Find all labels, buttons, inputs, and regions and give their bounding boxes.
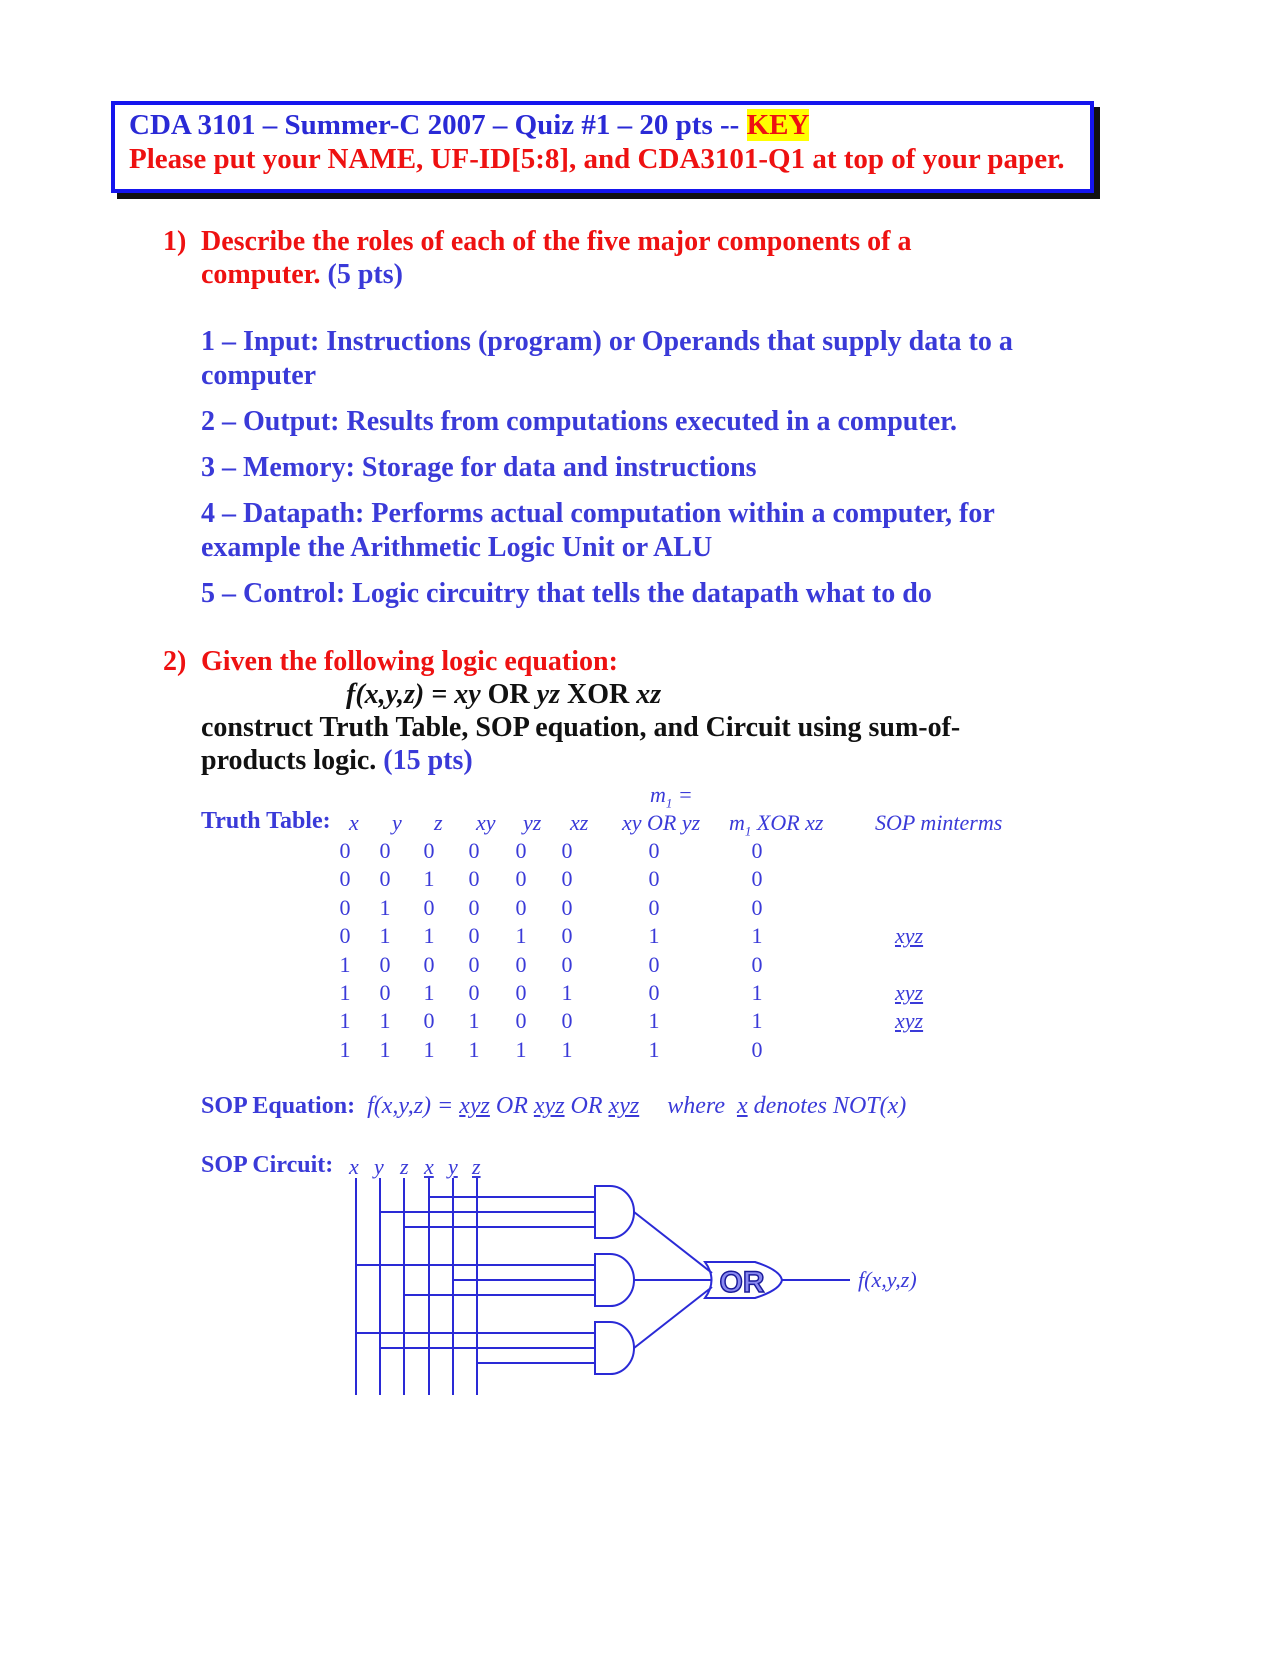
tt-cell: 1 [339, 951, 351, 977]
q2-line3: construct Truth Table, SOP equation, and Circuit using sum-of- [201, 712, 961, 743]
tt-cell: 0 [561, 838, 573, 863]
sop-equation-label: SOP Equation: [201, 1093, 356, 1119]
tt-cell: 0 [561, 866, 573, 892]
tt-cell: 1 [561, 980, 573, 1005]
tt-header-y: y [392, 810, 402, 835]
tt-cell: 0 [468, 951, 480, 977]
tt-cell: 0 [561, 923, 573, 949]
q2-points: (15 pts) [383, 745, 473, 776]
tt-header-xz: xz [570, 810, 589, 835]
tt-cell: 0 [751, 866, 763, 892]
tt-cell: 0 [468, 980, 480, 1005]
q1-text-b: computer. (5 pts) [201, 259, 403, 290]
tt-cell: 0 [379, 951, 391, 977]
sop-term-3: xyz [608, 1093, 640, 1119]
tt-cell: 0 [648, 894, 660, 920]
tt-cell: 1 [515, 923, 527, 949]
tt-cell: 1 [468, 1008, 480, 1034]
tt-cell: 1 [339, 1008, 351, 1034]
tt-cell: 0 [561, 951, 573, 977]
tt-cell: 0 [561, 1008, 573, 1034]
tt-cell: 0 [468, 923, 480, 949]
q1-answer-5: 5 – Control: Logic circuitry that tells the datapath what to do [201, 578, 932, 609]
tt-cell: 0 [648, 951, 660, 977]
tt-cell: 1 [648, 1008, 660, 1034]
q2-line4: products logic. (15 pts) [201, 745, 473, 776]
tt-cell: 0 [515, 980, 527, 1005]
tt-cell: 0 [468, 894, 480, 920]
tt-cell: 1 [648, 1036, 660, 1062]
q2-line1: Given the following logic equation: [201, 646, 618, 677]
header-instructions: Please put your NAME, UF-ID[5:8], and CDA3101-Q1 at top of your paper. [129, 143, 1065, 175]
tt-cell: 0 [751, 1036, 763, 1062]
tt-cell: 0 [751, 951, 763, 977]
tt-cell: 0 [339, 838, 351, 863]
q1-points: (5 pts) [327, 259, 403, 290]
q1-answer-4: 4 – Datapath: Performs actual computation within a computer, for example the Arithmetic Logic Unit or ALU [201, 498, 995, 563]
tt-header-m1-top: $m_1$ = [650, 782, 693, 811]
tt-cell: 1 [648, 923, 660, 949]
q1-answer-2: 2 – Output: Results from computations executed in a computer. [201, 406, 957, 437]
tt-minterm: xyz [895, 923, 924, 949]
tt-cell: 1 [379, 1036, 391, 1062]
tt-cell: 0 [648, 980, 660, 1005]
tt-header-m1xor: $m_1$ XOR xz [729, 810, 824, 839]
circuit-input-not-y: y [448, 1154, 458, 1179]
header-title: CDA 3101 – Summer-C 2007 – Quiz #1 – 20 pts -- KEY [129, 109, 810, 141]
tt-cell: 0 [515, 894, 527, 920]
sop-circuit-label: SOP Circuit: [201, 1152, 334, 1178]
tt-cell: 1 [423, 923, 435, 949]
tt-cell: 1 [468, 1036, 480, 1062]
tt-cell: 0 [379, 866, 391, 892]
tt-cell: 1 [751, 1008, 763, 1034]
tt-cell: 1 [423, 866, 435, 892]
tt-cell: 0 [339, 923, 351, 949]
tt-cell: 0 [515, 951, 527, 977]
q1-number: 1) [163, 226, 187, 257]
tt-header-yz: yz [523, 810, 542, 835]
tt-cell: 0 [648, 838, 660, 863]
tt-cell: 0 [515, 1008, 527, 1034]
tt-cell: 1 [379, 894, 391, 920]
tt-cell: 0 [339, 894, 351, 920]
tt-cell: 1 [423, 980, 435, 1005]
sop-equation: SOP Equation: f(x,y,z) = xyz OR xyz OR xyz where x denotes NOT(x) [201, 1093, 907, 1119]
tt-cell: 1 [561, 1036, 573, 1062]
circuit-input-y: y [374, 1154, 384, 1179]
tt-cell: 0 [423, 1008, 435, 1034]
truth-table-label: Truth Table: [201, 808, 331, 834]
circuit-output-label: f(x,y,z) [858, 1267, 917, 1292]
tt-minterm: xyz [895, 1008, 924, 1034]
circuit-input-not-x: x [424, 1154, 434, 1179]
tt-cell: 0 [379, 980, 391, 1005]
tt-cell: 1 [515, 1036, 527, 1062]
q2-equation: f(x,y,z) = xy OR yz XOR xz [346, 679, 662, 710]
key-highlight: KEY [746, 109, 810, 141]
tt-minterm: xyz [895, 980, 924, 1005]
tt-header-m1: xy OR yz [622, 810, 701, 835]
sop-term-2: xyz [533, 1093, 565, 1119]
tt-cell: 1 [339, 980, 351, 1005]
tt-cell: 0 [468, 838, 480, 863]
tt-cell: 0 [339, 866, 351, 892]
tt-cell: 1 [339, 1036, 351, 1062]
and-gate-2 [595, 1254, 634, 1306]
tt-header-xy: xy [476, 810, 496, 835]
circuit-input-x: x [349, 1154, 359, 1179]
q1-answer-3: 3 – Memory: Storage for data and instructions [201, 452, 757, 483]
and-gate-3 [595, 1322, 634, 1374]
tt-cell: 0 [751, 894, 763, 920]
or-gate-label: OR [719, 1266, 765, 1299]
tt-header-z: z [434, 810, 443, 835]
circuit-input-not-z: z [472, 1154, 481, 1179]
q1-text-a: Describe the roles of each of the five major components of a [201, 226, 912, 257]
tt-cell: 1 [751, 923, 763, 949]
circuit-input-z: z [400, 1154, 409, 1179]
tt-cell: 0 [561, 894, 573, 920]
tt-cell: 0 [515, 866, 527, 892]
tt-header-sop: SOP minterms [875, 810, 1003, 835]
and-gate-1 [595, 1186, 634, 1238]
tt-cell: 0 [751, 838, 763, 863]
tt-cell: 0 [468, 866, 480, 892]
tt-cell: 0 [423, 838, 435, 863]
q2-number: 2) [163, 646, 187, 677]
tt-cell: 0 [423, 894, 435, 920]
tt-header-x: x [349, 810, 359, 835]
tt-cell: 1 [379, 923, 391, 949]
sop-term-1: xyz [459, 1093, 490, 1119]
tt-cell: 1 [379, 1008, 391, 1034]
q1-answer-1: 1 – Input: Instructions (program) or Operands that supply data to a computer [201, 326, 1013, 391]
tt-cell: 1 [423, 1036, 435, 1062]
tt-cell: 0 [648, 866, 660, 892]
tt-cell: 0 [379, 838, 391, 863]
tt-cell: 0 [423, 951, 435, 977]
tt-cell: 0 [515, 838, 527, 863]
tt-cell: 1 [751, 980, 763, 1005]
